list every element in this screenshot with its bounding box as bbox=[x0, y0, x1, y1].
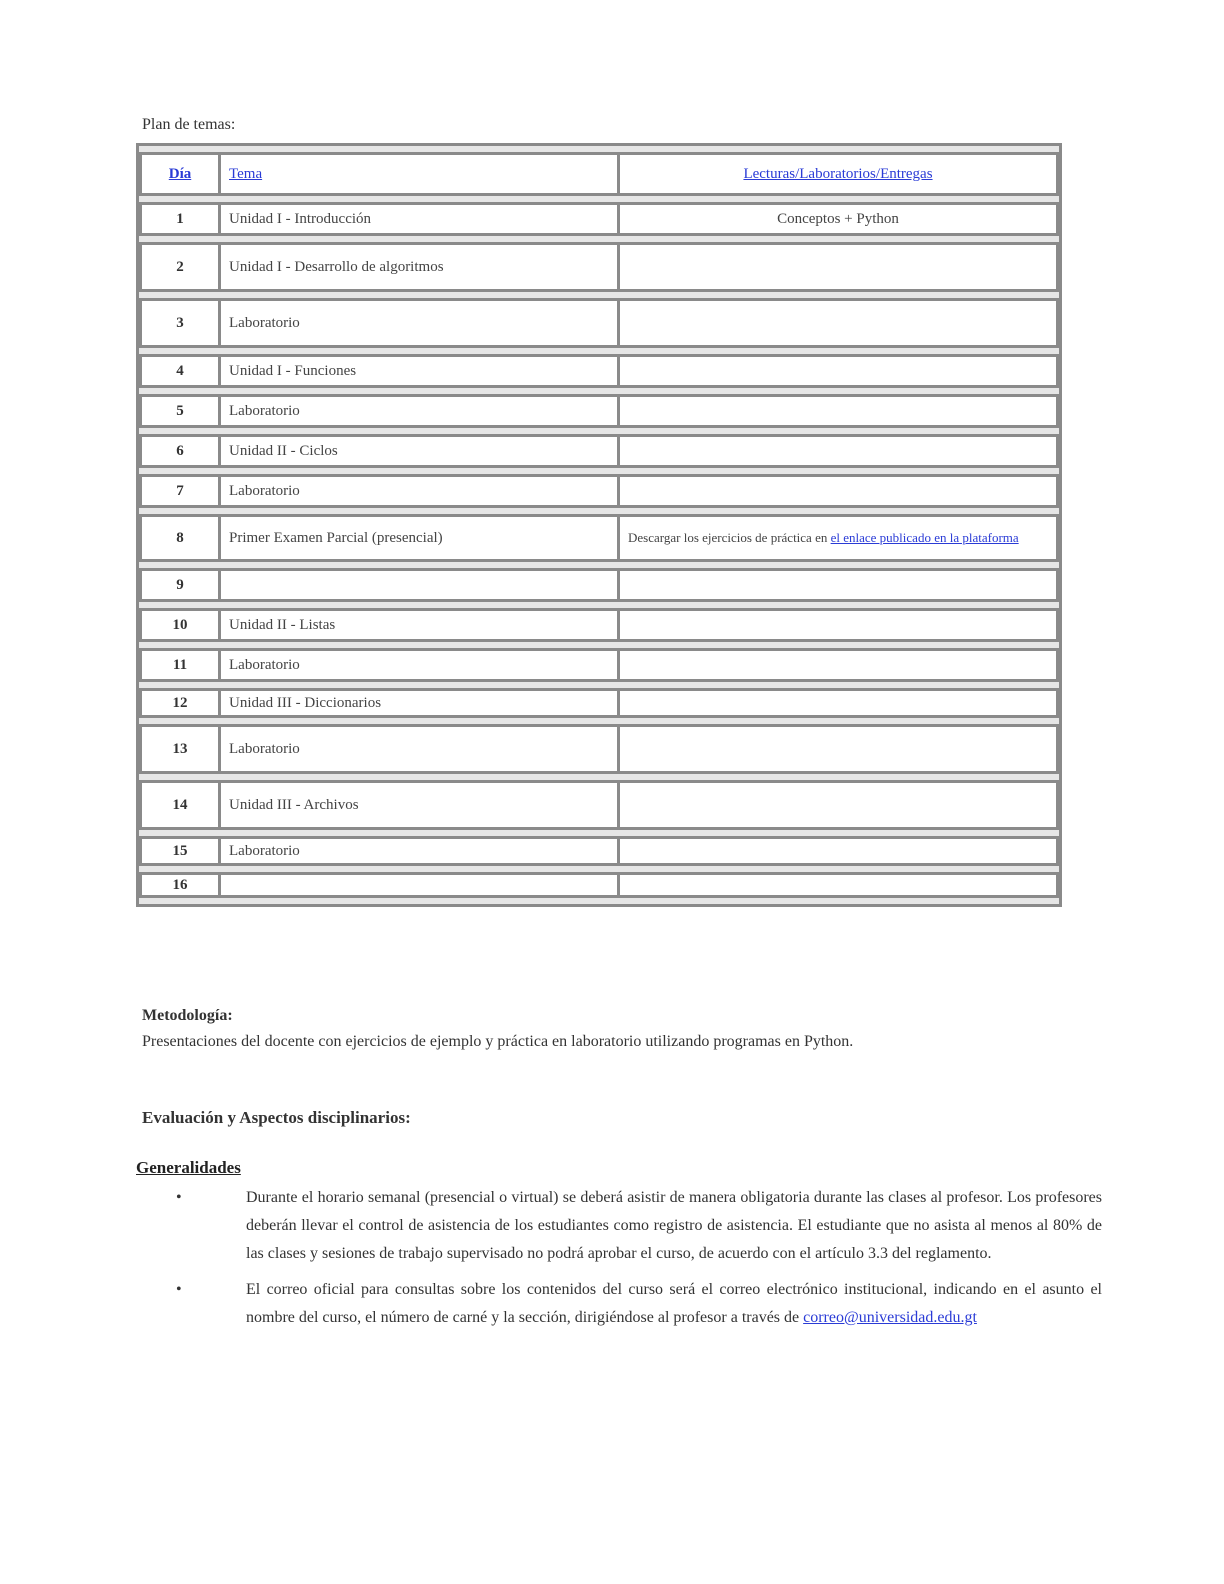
row-reading bbox=[620, 780, 1059, 830]
row-reading bbox=[620, 608, 1059, 642]
table-row bbox=[139, 872, 1059, 898]
reading-note-link[interactable]: el enlace publicado en la plataforma bbox=[830, 530, 1019, 545]
header-day bbox=[139, 152, 221, 196]
header-reading bbox=[620, 152, 1059, 196]
generalities-heading: Generalidades bbox=[136, 1158, 241, 1177]
row-reading bbox=[620, 394, 1059, 428]
row-day: 3 bbox=[139, 298, 221, 348]
row-day: 2 bbox=[139, 242, 221, 292]
reading-note-text: Descargar los ejercicios de práctica en bbox=[628, 530, 828, 545]
table-row bbox=[139, 514, 1059, 562]
table-row bbox=[139, 648, 1059, 682]
row-day: 15 bbox=[139, 836, 221, 866]
table-row bbox=[139, 202, 1059, 236]
schedule-header-row bbox=[139, 152, 1059, 196]
row-reading bbox=[620, 648, 1059, 682]
methodology-section bbox=[142, 1003, 1082, 1055]
row-topic bbox=[221, 872, 620, 898]
table-row bbox=[139, 780, 1059, 830]
table-row bbox=[139, 434, 1059, 468]
table-row bbox=[139, 724, 1059, 774]
bullet-icon: • bbox=[176, 1281, 182, 1298]
row-day: 13 bbox=[139, 724, 221, 774]
row-day: 11 bbox=[139, 648, 221, 682]
row-topic: Unidad I - Desarrollo de algoritmos bbox=[221, 242, 620, 292]
row-day: 4 bbox=[139, 354, 221, 388]
row-topic: Laboratorio bbox=[221, 836, 620, 866]
row-topic: Unidad II - Ciclos bbox=[221, 434, 620, 468]
rules-list bbox=[142, 1184, 1102, 1340]
row-day: 16 bbox=[139, 872, 221, 898]
row-day: 1 bbox=[139, 202, 221, 236]
table-row bbox=[139, 568, 1059, 602]
row-reading bbox=[620, 836, 1059, 866]
row-topic: Laboratorio bbox=[221, 648, 620, 682]
row-topic: Unidad I - Introducción bbox=[221, 202, 620, 236]
table-row bbox=[139, 242, 1059, 292]
table-row bbox=[139, 354, 1059, 388]
table-row bbox=[139, 608, 1059, 642]
row-reading bbox=[620, 514, 1059, 562]
header-reading-link[interactable]: Lecturas/Laboratorios/Entregas bbox=[743, 165, 933, 182]
row-day: 5 bbox=[139, 394, 221, 428]
row-day: 7 bbox=[139, 474, 221, 508]
table-row bbox=[139, 836, 1059, 866]
rule-text: El correo oficial para consultas sobre los contenidos del curso será el correo electrónico institucional, indicando en el asunto el nombre del curso, el número de carné y la sección, dirigiéndose al profesor a través de bbox=[246, 1281, 1102, 1326]
schedule-body bbox=[139, 202, 1059, 898]
row-reading bbox=[620, 688, 1059, 718]
table-row bbox=[139, 688, 1059, 718]
row-reading: Conceptos + Python bbox=[620, 202, 1059, 236]
methodology-text: Presentaciones del docente con ejercicios de ejemplo y práctica en laboratorio utilizando programas en Python. bbox=[142, 1033, 854, 1050]
row-reading bbox=[620, 724, 1059, 774]
header-day-link[interactable]: Día bbox=[168, 165, 192, 182]
row-reading bbox=[620, 298, 1059, 348]
methodology-label: Metodología: bbox=[142, 1007, 233, 1024]
table-row bbox=[139, 474, 1059, 508]
bullet-icon: • bbox=[176, 1189, 182, 1206]
row-topic: Laboratorio bbox=[221, 724, 620, 774]
row-reading bbox=[620, 354, 1059, 388]
row-reading bbox=[620, 474, 1059, 508]
row-topic: Laboratorio bbox=[221, 394, 620, 428]
schedule-table bbox=[136, 143, 1062, 907]
row-day: 6 bbox=[139, 434, 221, 468]
email-link[interactable]: correo@universidad.edu.gt bbox=[803, 1309, 977, 1326]
row-reading bbox=[620, 434, 1059, 468]
row-reading bbox=[620, 568, 1059, 602]
row-topic: Unidad III - Diccionarios bbox=[221, 688, 620, 718]
row-day: 10 bbox=[139, 608, 221, 642]
rule-text: Durante el horario semanal (presencial o virtual) se deberá asistir de manera obligatoria durante las clases al profesor. Los profesores deberán llevar el control de asistencia de los estudiantes como registro de asistencia. El estudiante que no asista al menos al 80% de las clases y sesiones de trabajo supervisado no podrá aprobar el curso, de acuerdo con el artículo 3.3 del reglamento. bbox=[246, 1189, 1102, 1262]
row-day: 8 bbox=[139, 514, 221, 562]
row-reading bbox=[620, 242, 1059, 292]
row-day: 14 bbox=[139, 780, 221, 830]
row-topic bbox=[221, 568, 620, 602]
row-topic: Laboratorio bbox=[221, 474, 620, 508]
row-reading bbox=[620, 872, 1059, 898]
row-day: 12 bbox=[139, 688, 221, 718]
header-topic bbox=[221, 152, 620, 196]
list-item bbox=[142, 1184, 1102, 1268]
row-topic: Primer Examen Parcial (presencial) bbox=[221, 514, 620, 562]
row-topic: Unidad III - Archivos bbox=[221, 780, 620, 830]
header-topic-link[interactable]: Tema bbox=[229, 165, 263, 182]
row-topic: Laboratorio bbox=[221, 298, 620, 348]
list-item bbox=[142, 1276, 1102, 1332]
plan-heading: Plan de temas: bbox=[142, 116, 236, 133]
evaluation-heading: Evaluación y Aspectos disciplinarios: bbox=[142, 1108, 411, 1127]
table-row bbox=[139, 298, 1059, 348]
row-topic: Unidad II - Listas bbox=[221, 608, 620, 642]
row-topic: Unidad I - Funciones bbox=[221, 354, 620, 388]
reading-note bbox=[628, 529, 1048, 547]
table-row bbox=[139, 394, 1059, 428]
row-day: 9 bbox=[139, 568, 221, 602]
